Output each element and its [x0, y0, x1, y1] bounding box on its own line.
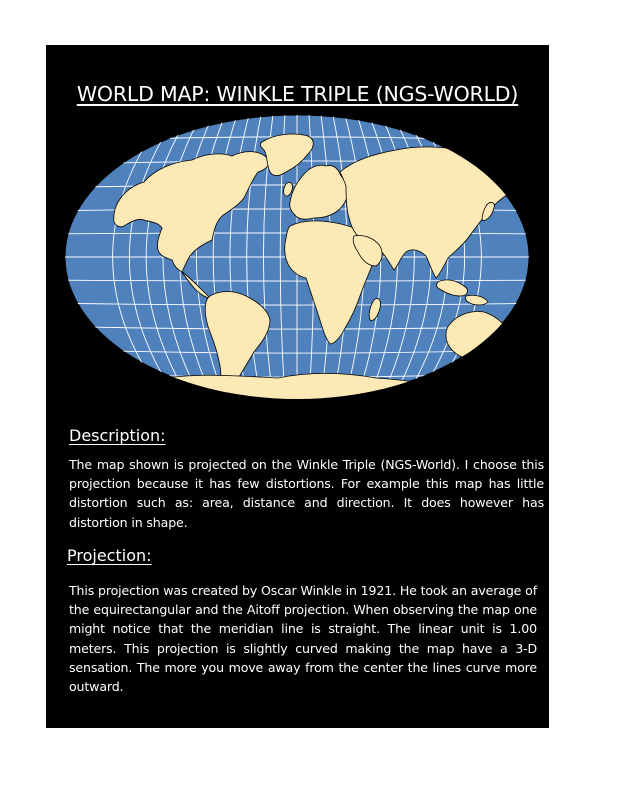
- projection-text: This projection was created by Oscar Winkle in 1921. He took an average of the equirectangular and the Aitoff projection. When observing the map one might notice that the meridian line is straight. The linear unit is 1.00 meters. This projection is slightly curved making the map have a 3-D sensation. The more you move away from the center the lines curve more outward.: [69, 583, 537, 695]
- new-zealand: [525, 358, 533, 371]
- description-heading: Description:: [69, 426, 166, 445]
- projection-heading: Projection:: [67, 546, 152, 565]
- description-text: The map shown is projected on the Winkle Triple (NGS-World). I choose this projection because it has few distortions. For example this map has little distortion such as: area, distance and direction. It does however has distortion in shape.: [69, 457, 544, 530]
- world-map: [54, 110, 540, 404]
- poster: [46, 45, 549, 728]
- page-title: WORLD MAP: WINKLE TRIPLE (NGS-WORLD): [76, 82, 519, 106]
